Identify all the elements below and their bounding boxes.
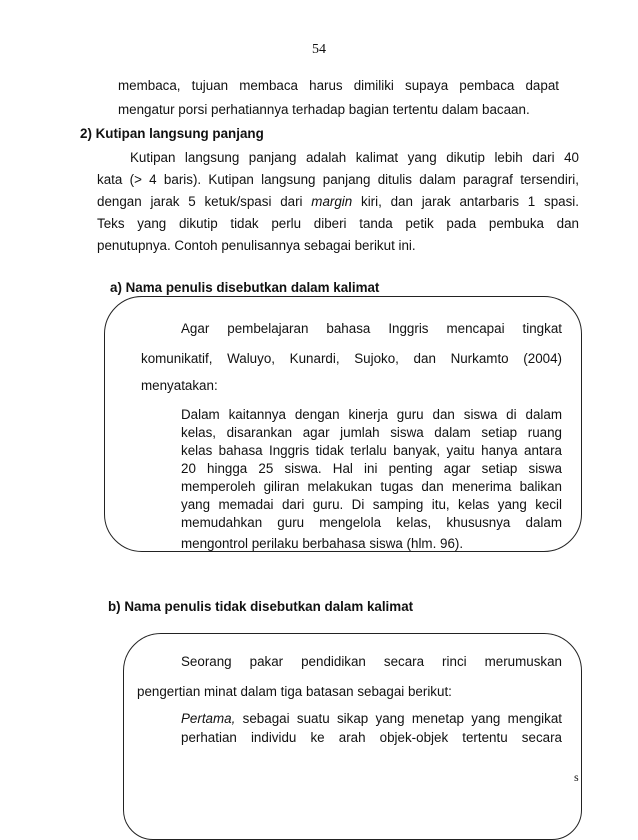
paragraph-line-2: kata (> 4 baris). Kutipan langsung panjang ditulis dalam paragraf tersendiri, — [97, 172, 579, 187]
page-number: 54 — [312, 42, 326, 57]
paragraph-line-5: penutupnya. Contoh penulisannya sebagai berikut ini. — [97, 238, 416, 253]
paragraph-line-3-text-b: kiri, dan jarak antarbaris 1 spasi. — [361, 194, 579, 209]
example-a-quote-line-4: 20 hingga 25 siswa. Hal ini penting agar setiap siswa — [181, 461, 562, 476]
example-a-intro-line-2: komunikatif, Waluyo, Kunardi, Sujoko, dan Nurkamto (2004) — [141, 351, 562, 366]
example-b-intro-line-1: Seorang pakar pendidikan secara rinci merumuskan — [181, 654, 562, 669]
example-a-intro-line-3: menyatakan: — [141, 378, 218, 393]
example-a-quote-line-3: kelas bahasa Inggris tidak terlalu banyak, yaitu hanya antara — [181, 443, 562, 458]
example-b-intro-line-2: pengertian minat dalam tiga batasan sebagai berikut: — [137, 684, 452, 699]
intro-line-2: mengatur porsi perhatiannya terhadap bagian tertentu dalam bacaan. — [118, 102, 530, 117]
example-a-quote-line-6: yang memadai dari guru. Di samping itu, kelas yang kecil — [181, 497, 562, 512]
example-a-intro-line-1: Agar pembelajaran bahasa Inggris mencapai tingkat — [181, 321, 562, 336]
example-a-quote-line-5: memperoleh giliran melakukan tugas dan menerima balikan — [181, 479, 562, 494]
section-heading: 2) Kutipan langsung panjang — [80, 126, 264, 141]
example-b-quote-line-1-text: sebagai suatu sikap yang menetap yang mengikat — [242, 711, 562, 726]
paragraph-line-4: Teks yang dikutip tidak perlu diberi tanda petik pada pembuka dan — [97, 216, 579, 231]
example-a-quote-line-7: memudahkan guru mengelola kelas, khususnya dalam — [181, 515, 562, 530]
example-a-quote-line-2: kelas, disarankan agar jumlah siswa dalam setiap ruang — [181, 425, 562, 440]
cut-off-letter: s — [574, 770, 579, 784]
example-a-heading: a) Nama penulis disebutkan dalam kalimat — [110, 280, 380, 295]
intro-line-1: membaca, tujuan membaca harus dimiliki supaya pembaca dapat — [118, 78, 559, 93]
example-b-heading: b) Nama penulis tidak disebutkan dalam kalimat — [108, 599, 414, 614]
paragraph-line-1: Kutipan langsung panjang adalah kalimat yang dikutip lebih dari 40 — [130, 150, 579, 165]
example-b-quote-line-1 — [181, 710, 562, 728]
paragraph-line-3 — [97, 192, 579, 212]
pertama-term: Pertama, — [181, 711, 236, 726]
paragraph-line-3-text-a: dengan jarak 5 ketuk/spasi dari — [97, 194, 303, 209]
example-a-quote-line-8: mengontrol perilaku berbahasa siswa (hlm. 96). — [181, 536, 464, 551]
example-a-quote-line-1: Dalam kaitannya dengan kinerja guru dan siswa di dalam — [181, 407, 562, 422]
margin-term: margin — [311, 194, 353, 209]
example-b-quote-line-2: perhatian individu ke arah objek-objek tertentu secara — [181, 730, 562, 745]
